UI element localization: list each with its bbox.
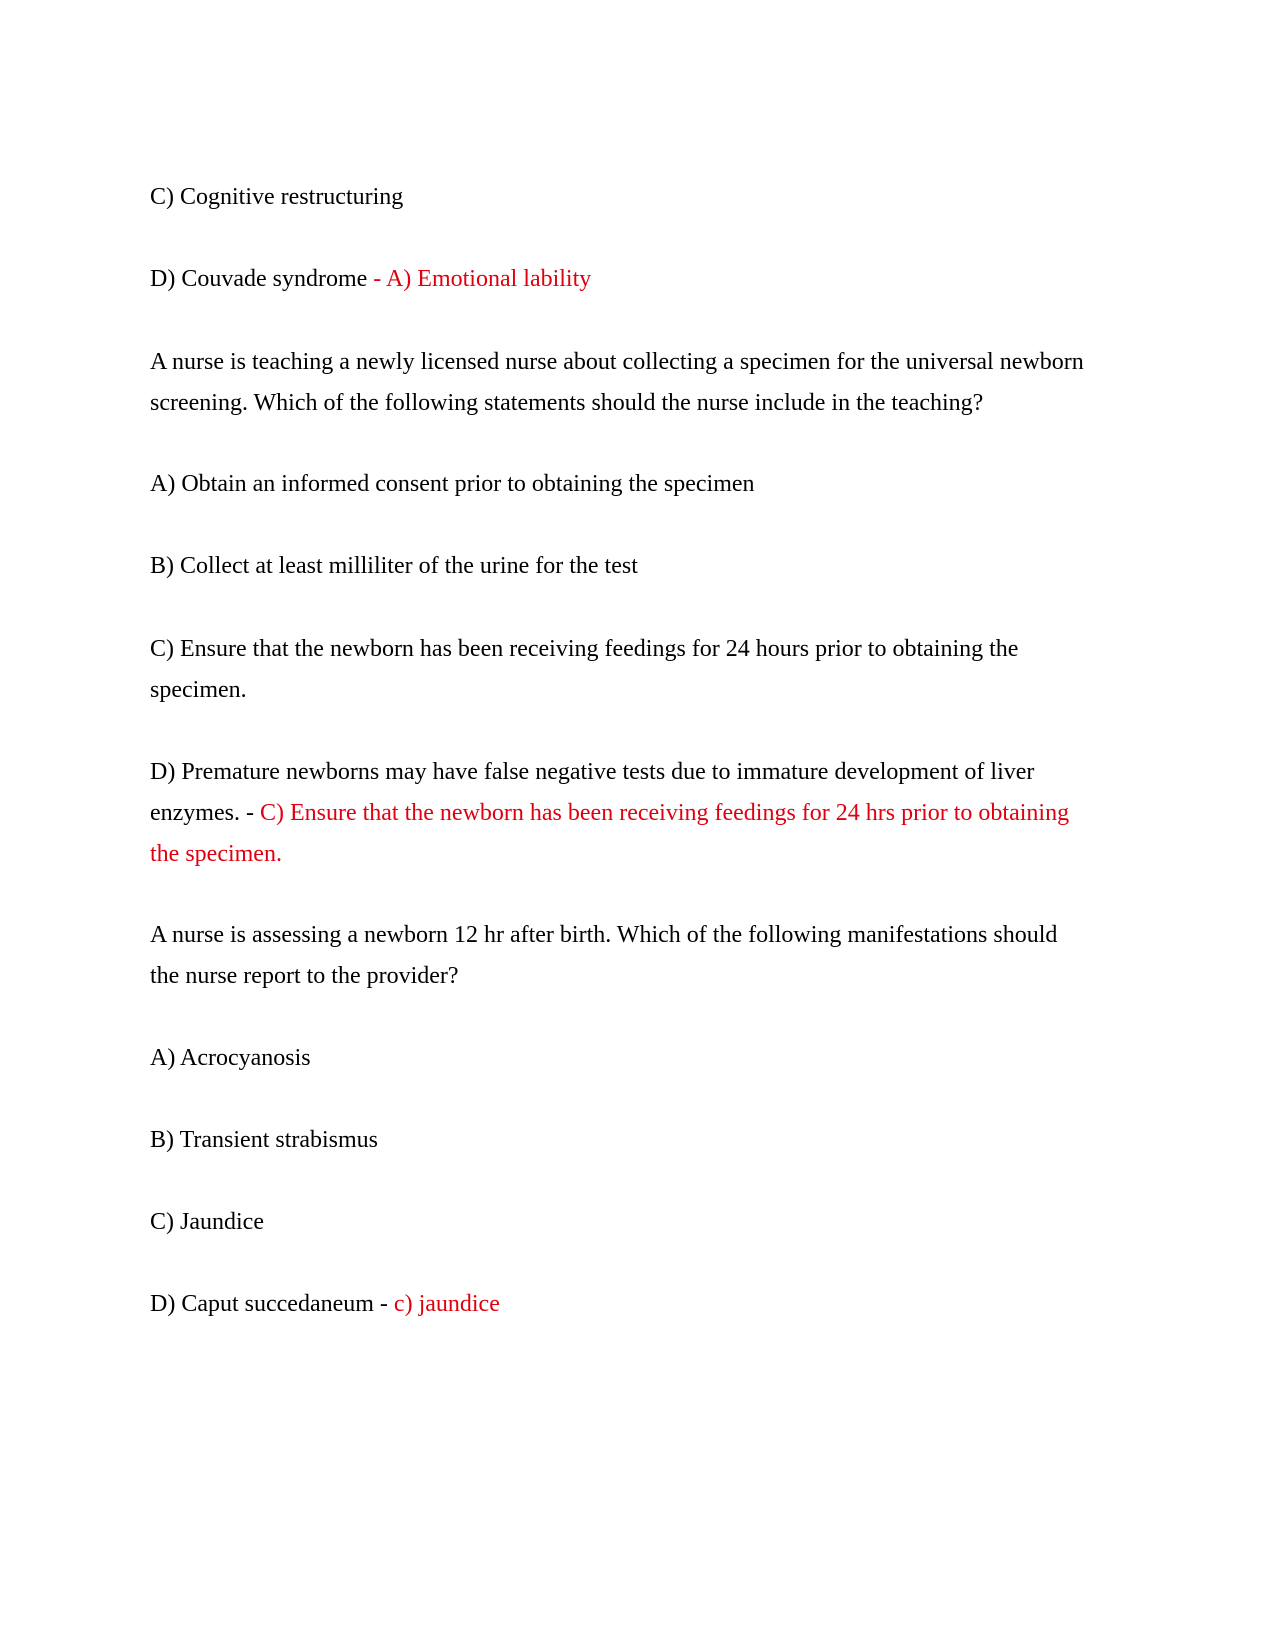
q2-question-line-2 [150,388,1130,418]
option-text: enzymes. - [150,800,260,826]
option-text: C) Ensure that the newborn has been receiving feedings for 24 hours prior to obtaining the [150,636,1019,662]
answer-text: - A) Emotional lability [373,266,592,292]
q2-option-d-line-2 [150,798,1130,828]
option-text: specimen. [150,677,247,703]
q1-option-d [150,264,1130,294]
answer-text: c) jaundice [393,1291,500,1317]
q2-question-line-1 [150,347,1130,377]
q1-option-c [150,182,1130,212]
q3-option-c [150,1207,1130,1237]
q3-option-b [150,1125,1130,1155]
q3-option-a [150,1043,1130,1073]
option-text: C) Jaundice [150,1209,264,1235]
answer-text: the specimen. [150,841,282,867]
q2-option-c-line-1 [150,634,1130,664]
question-text: A nurse is assessing a newborn 12 hr after birth. Which of the following manifestations should [150,922,1058,948]
option-text: C) Cognitive restructuring [150,184,404,210]
option-text: D) Caput succedaneum - [150,1291,394,1317]
option-text: D) Premature newborns may have false negative tests due to immature development of liver [150,759,1035,785]
q3-question-line-2 [150,961,1130,991]
option-text: A) Obtain an informed consent prior to obtaining the specimen [150,471,755,497]
answer-text: C) Ensure that the newborn has been receiving feedings for 24 hrs prior to obtaining [259,800,1070,826]
option-text: B) Collect at least milliliter of the urine for the test [150,553,638,579]
q2-option-d-line-1 [150,757,1130,787]
q2-answer-line-2 [150,839,1130,869]
option-text: D) Couvade syndrome [150,266,374,292]
option-text: A) Acrocyanosis [150,1045,311,1071]
question-text: the nurse report to the provider? [150,963,459,989]
option-text: B) Transient strabismus [150,1127,379,1153]
q3-option-d [150,1289,1130,1319]
q2-option-c-line-2 [150,675,1130,705]
q2-option-b [150,551,1130,581]
question-text: screening. Which of the following statements should the nurse include in the teaching? [150,390,984,416]
q3-question-line-1 [150,920,1130,950]
question-text: A nurse is teaching a newly licensed nurse about collecting a specimen for the universal newborn [150,349,1084,375]
q2-option-a [150,469,1130,499]
